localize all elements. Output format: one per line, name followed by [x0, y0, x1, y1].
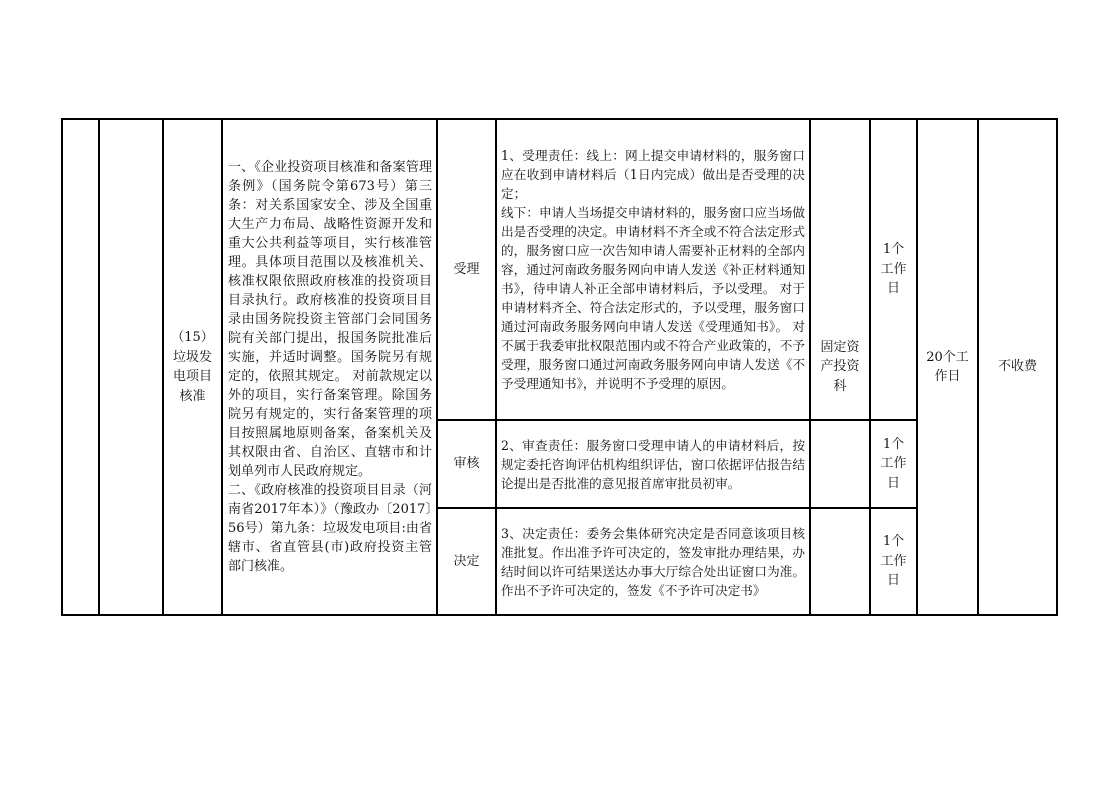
table-column-divider — [98, 118, 100, 616]
stage-time-review — [871, 421, 916, 507]
stage-name-label: 受理 — [453, 261, 480, 277]
approval-table — [61, 118, 1058, 616]
stage-time: 1个 工作 日 — [880, 242, 907, 296]
item-name: （15） 垃圾发 电项目 核准 — [171, 330, 214, 404]
responsibility-review — [501, 421, 805, 507]
stage-time: 1个 工作 日 — [880, 436, 907, 491]
legal-basis-cell — [228, 120, 432, 614]
table-border-bottom — [61, 614, 1058, 616]
fee-cell — [979, 120, 1056, 614]
responsibility-text: 3、决定责任：委务会集体研究决定是否同意该项目核准批复。作出准予许可决定的，签发审批办理结果，办结时间以许可结果送达办事大厅综合处出证窗口为准。作出不予许可决定的，签发《不予许可决定书》 — [501, 525, 805, 598]
legal-basis-text: 一、《企业投资项目核准和备案管理条例》（国务院令第673号）第三条：对关系国家安全、涉及全国重大生产力布局、战略性资源开发和重大公共利益等项目，实行核准管理。具体项目范围以及核准机关、核准权限依照政府核准的投资项目目录执行。政府核准的投资项目目录由国务院投资主管部门会同国务院有关部门提出，报国务院批准后实施，并适时调整。国务院另有规定的，依照其规定。 对前款规定以外的项目，实行备案管理。除国务院另有规定的，实行备案管理的项目按照属地原则备案，备案机关及其权限由省、自治区、直辖市和计划单列市人民政府规定。 二、《政府核准的投资项目目录（河南省2017年本）》（豫政办〔2017〕56号）第九条：垃圾发电项目:由省辖市、省直管县(市)政府投资主管部门核准。 — [228, 160, 432, 574]
stage-name-accept — [438, 120, 495, 419]
item-name-cell — [164, 120, 221, 614]
total-time-cell — [918, 120, 977, 614]
department-cell — [811, 120, 869, 614]
stage-time: 1个 工作 日 — [880, 534, 907, 589]
table-border-right — [1056, 118, 1058, 616]
stage-name-decision — [438, 509, 495, 614]
total-time: 20个工 作日 — [926, 349, 969, 384]
table-column-divider — [221, 118, 223, 616]
department-name: 固定资 产投资 科 — [820, 339, 860, 394]
table-border-left — [61, 118, 63, 616]
stage-name-label: 决定 — [453, 553, 480, 569]
responsibility-accept — [501, 120, 805, 419]
responsibility-text: 2、审查责任：服务窗口受理申请人的申请材料后，按规定委托咨询评估机构组织评估，窗口依据评估报告结论提出是否批准的意见报首席审批员初审。 — [501, 437, 805, 491]
responsibility-decision — [501, 509, 805, 614]
responsibility-text: 1、受理责任：线上：网上提交申请材料的，服务窗口应在收到申请材料后（1日内完成）做出是否受理的决定； 线下：申请人当场提交申请材料的，服务窗口应当场做出是否受理的决定。申请材料不齐全或不符合法定形式的，服务窗口应一次告知申请人需要补正材料的全部内容，通过河南政务服务网向申请人发送《补正材料通知书》，待申请人补正全部申请材料后，予以受理。 对于申请材料齐全、符合法定形式的，予以受理，服务窗口通过河南政务服务网向申请人发送《受理通知书》。 对不属于我委审批权限范围内或不符合产业政策的，不予受理，服务窗口通过河南政务服务网向申请人发送《不予受理通知书》，并说明不予受理的原因。 — [501, 148, 805, 391]
fee: 不收费 — [997, 359, 1037, 375]
stage-name-review — [438, 421, 495, 507]
table-column-divider — [495, 118, 497, 616]
stage-time-accept — [871, 120, 916, 419]
stage-time-decision — [871, 509, 916, 614]
stage-name-label: 审核 — [453, 456, 480, 472]
